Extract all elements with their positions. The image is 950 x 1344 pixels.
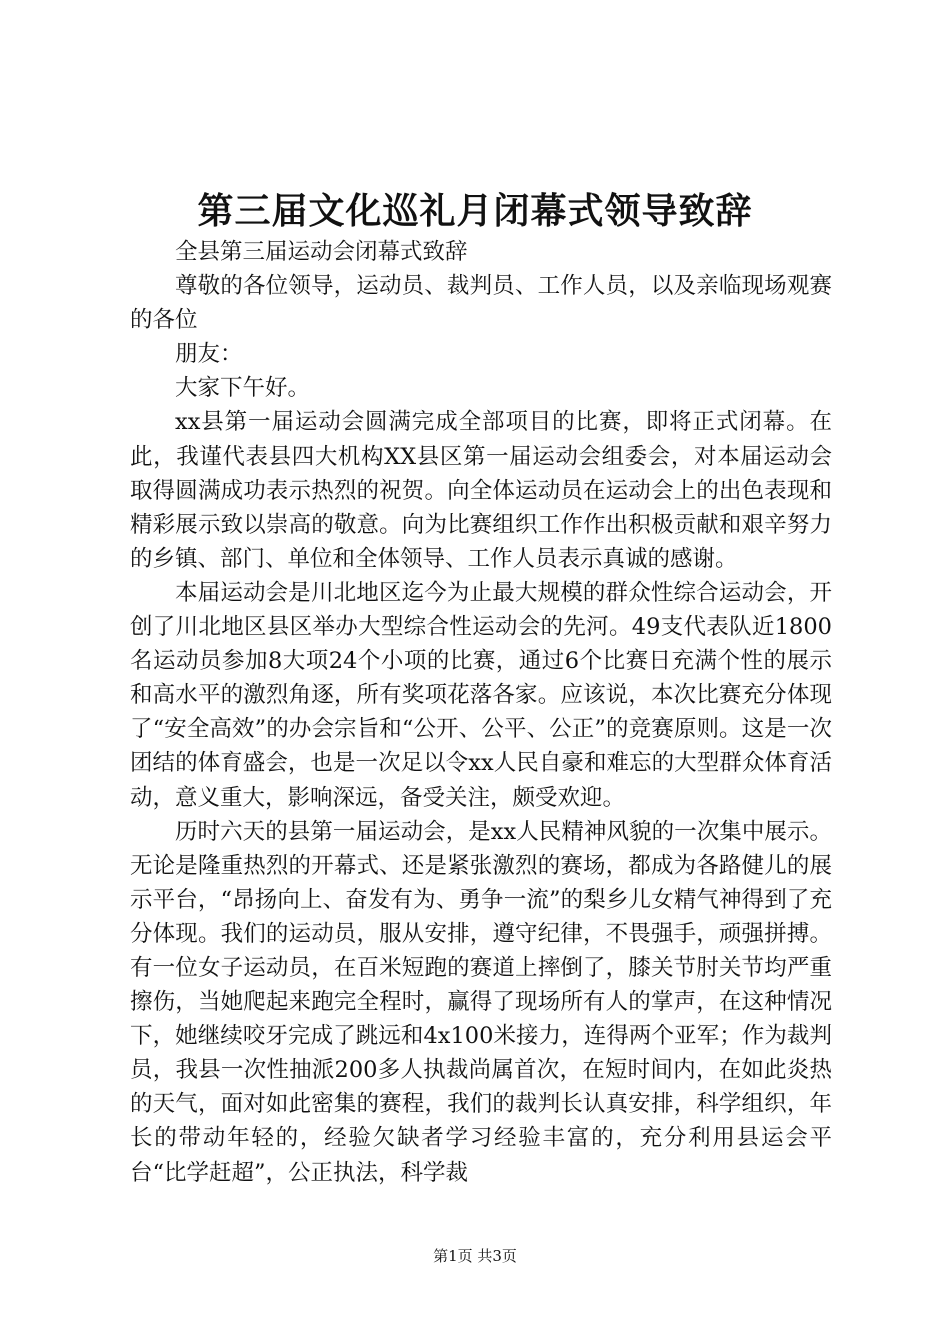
document-body — [130, 235, 832, 1190]
page-number-footer: 第1页 共3页 — [433, 1247, 517, 1265]
paragraph-greeting: 大家下午好。 — [175, 375, 311, 402]
paragraph-body: xx县第一届运动会圆满完成全部项目的比赛，即将正式闭幕。在此，我谨代表县四大机构XX县区第一届运动会组委会，对本届运动会取得圆满成功表示热烈的祝贺。向全体运动员在运动会上的出色表现和精彩展示致以崇高的敬意。向为比赛组织工作作出积极贡献和艰辛努力的乡镇、部门、单位和全体领导、工作人员表示真诚的感谢。 — [130, 409, 832, 572]
paragraph-salutation: 尊敬的各位领导，运动员、裁判员、工作人员，以及亲临现场观赛的各位 — [130, 273, 832, 334]
paragraph-friends: 朋友： — [175, 341, 243, 368]
paragraph-body: 本届运动会是川北地区迄今为止最大规模的群众性综合运动会，开创了川北地区县区举办大型综合性运动会的先河。49支代表队近1800名运动员参加8大项24个小项的比赛，通过6个比赛日充满个性的展示和高水平的激烈角逐，所有奖项花落各家。应该说，本次比赛充分体现了“安全高效”的办会宗旨和“公开、公平、公正”的竞赛原则。这是一次团结的体育盛会，也是一次足以令xx人民自豪和难忘的大型群众体育活动，意义重大，影响深远，备受关注，颇受欢迎。 — [130, 579, 832, 811]
paragraph-subtitle: 全县第三届运动会闭幕式致辞 — [175, 239, 468, 265]
document-title: 第三届文化巡礼月闭幕式领导致辞 — [197, 190, 753, 232]
paragraph-body: 历时六天的县第一届运动会，是xx人民精神风貌的一次集中展示。无论是隆重热烈的开幕式、还是紧张激烈的赛场，都成为各路健儿的展示平台，“昂扬向上、奋发有为、勇争一流”的梨乡儿女精气神得到了充分体现。我们的运动员，服从安排，遵守纪律，不畏强手，顽强拼搏。有一位女子运动员，在百米短跑的赛道上摔倒了，膝关节肘关节均严重擦伤，当她爬起来跑完全程时，赢得了现场所有人的掌声，在这种情况下，她继续咬牙完成了跳远和4x100米接力，连得两个亚军；作为裁判员，我县一次性抽派200多人执裁尚属首次，在短时间内，在如此炎热的天气，面对如此密集的赛程，我们的裁判长认真安排，科学组织，年长的带动年轻的，经验欠缺者学习经验丰富的，充分利用县运会平台“比学赶超”，公正执法，科学裁 — [130, 818, 832, 1186]
